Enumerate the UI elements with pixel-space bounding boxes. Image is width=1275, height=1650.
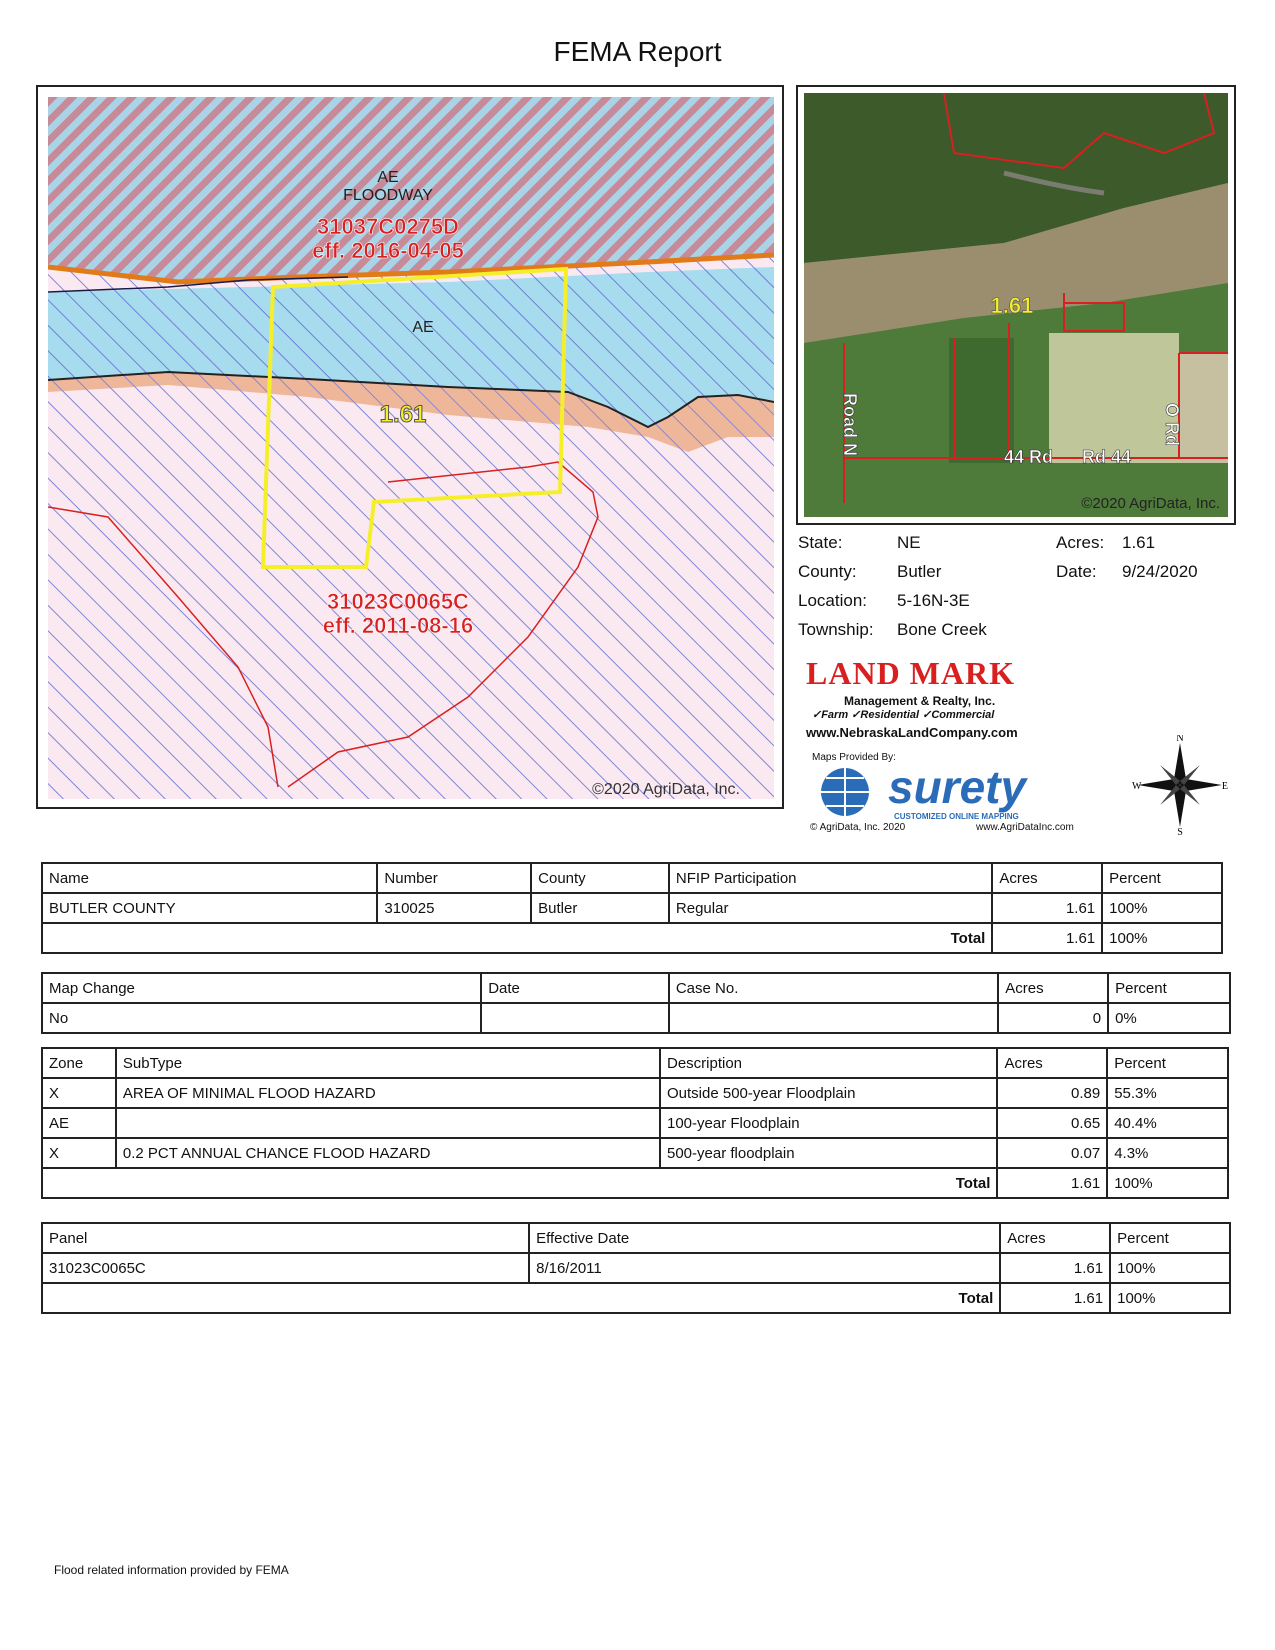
- total-percent: 100%: [1107, 1168, 1228, 1198]
- aerial-canvas: [804, 93, 1228, 517]
- state-value: NE: [897, 533, 921, 552]
- cell: AE: [42, 1108, 116, 1138]
- surety-logo: [806, 752, 1106, 832]
- label-ae-1: AE: [377, 169, 399, 186]
- col-header: County: [531, 863, 669, 893]
- total-label: Total: [42, 1168, 997, 1198]
- field-dark: [949, 338, 1014, 463]
- cell: 0: [998, 1003, 1108, 1033]
- cell: Regular: [669, 893, 992, 923]
- agridata-copy: © AgriData, Inc. 2020: [810, 822, 906, 833]
- cell: 0.2 PCT ANNUAL CHANCE FLOOD HAZARD: [116, 1138, 660, 1168]
- table-header-row: [42, 1048, 1228, 1078]
- location-value: 5-16N-3E: [897, 591, 970, 610]
- township-label: Township:: [798, 620, 874, 639]
- label-ae: AE: [412, 319, 434, 336]
- compass-icon: [1130, 735, 1230, 835]
- date-value: 9/24/2020: [1122, 562, 1198, 581]
- cell: AREA OF MINIMAL FLOOD HAZARD: [116, 1078, 660, 1108]
- total-percent: 100%: [1110, 1283, 1230, 1313]
- table-header-row: [42, 1223, 1230, 1253]
- total-percent: 100%: [1102, 923, 1222, 953]
- o-rd-label: O Rd: [1162, 403, 1182, 446]
- col-header: Name: [42, 863, 377, 893]
- surety-tag: CUSTOMIZED ONLINE MAPPING: [894, 812, 1019, 821]
- compass-e: E: [1221, 781, 1228, 792]
- compass-n: N: [1176, 735, 1184, 744]
- table-row: [42, 1253, 1230, 1283]
- table-row: [42, 893, 1222, 923]
- map-change-table: [41, 972, 1231, 1034]
- total-row: [42, 1168, 1228, 1198]
- cell: 100-year Floodplain: [660, 1108, 997, 1138]
- col-header: Description: [660, 1048, 997, 1078]
- total-label: Total: [42, 923, 992, 953]
- community-table: [41, 862, 1223, 954]
- page-title: FEMA Report: [553, 36, 722, 67]
- total-label: Total: [42, 1283, 1000, 1313]
- col-header: Effective Date: [529, 1223, 1000, 1253]
- cell: 100%: [1102, 893, 1222, 923]
- table-row: [42, 1138, 1228, 1168]
- cell: 55.3%: [1107, 1078, 1228, 1108]
- cell: 0%: [1108, 1003, 1230, 1033]
- cell: [481, 1003, 669, 1033]
- state-label: State:: [798, 533, 843, 552]
- col-header: Acres: [1000, 1223, 1110, 1253]
- acres-label: 1.61: [379, 401, 427, 428]
- total-acres: 1.61: [992, 923, 1102, 953]
- table-header-row: [42, 973, 1230, 1003]
- col-header: Case No.: [669, 973, 998, 1003]
- col-header: Panel: [42, 1223, 529, 1253]
- township-value: Bone Creek: [897, 620, 987, 639]
- panel-north-eff: eff. 2016-04-05: [312, 238, 464, 263]
- total-row: [42, 923, 1222, 953]
- table-header-row: [42, 863, 1222, 893]
- cell: [116, 1108, 660, 1138]
- cell: 31023C0065C: [42, 1253, 529, 1283]
- col-header: Percent: [1107, 1048, 1228, 1078]
- cell: Outside 500-year Floodplain: [660, 1078, 997, 1108]
- surety-name: surety: [888, 761, 1027, 813]
- table-row: [42, 1078, 1228, 1108]
- panel-north-id: 31037C0275D: [317, 214, 459, 239]
- col-header: Number: [377, 863, 531, 893]
- cell: [669, 1003, 998, 1033]
- cell: 0.89: [997, 1078, 1107, 1108]
- footer-note: Flood related information provided by FEMA: [54, 1563, 289, 1577]
- table-row: [42, 1003, 1230, 1033]
- field-east: [1179, 353, 1228, 463]
- landmark-services: ✓Farm ✓Residential ✓Commercial: [812, 709, 995, 721]
- flood-map-canvas: [48, 97, 774, 799]
- date-label: Date:: [1056, 562, 1097, 581]
- col-header: SubType: [116, 1048, 660, 1078]
- col-header: Percent: [1102, 863, 1222, 893]
- aerial-copyright: ©2020 AgriData, Inc.: [1081, 495, 1220, 512]
- col-header: NFIP Participation: [669, 863, 992, 893]
- panel-south-eff: eff. 2011-08-16: [322, 613, 474, 638]
- col-header: Acres: [998, 973, 1108, 1003]
- acres-info-value: 1.61: [1122, 533, 1156, 552]
- col-header: Acres: [997, 1048, 1107, 1078]
- agridata-url: www.AgriDataInc.com: [976, 822, 1074, 833]
- col-header: Percent: [1108, 973, 1230, 1003]
- cell: 0.65: [997, 1108, 1107, 1138]
- total-acres: 1.61: [997, 1168, 1107, 1198]
- maps-provided: Maps Provided By:: [812, 752, 896, 763]
- county-value: Butler: [897, 562, 942, 581]
- cell: 0.07: [997, 1138, 1107, 1168]
- globe-icon: [810, 766, 880, 818]
- panel-table: [41, 1222, 1231, 1314]
- field-pale: [1049, 333, 1179, 463]
- cell: BUTLER COUNTY: [42, 893, 377, 923]
- label-floodway: FLOODWAY: [343, 187, 433, 204]
- cell: Butler: [531, 893, 669, 923]
- cell: 100%: [1110, 1253, 1230, 1283]
- cell: 500-year floodplain: [660, 1138, 997, 1168]
- landmark-url: www.NebraskaLandCompany.com: [806, 725, 1018, 740]
- aerial-map[interactable]: [796, 85, 1236, 525]
- cell: No: [42, 1003, 481, 1033]
- compass-w: W: [1132, 781, 1142, 792]
- landmark-sub: Management & Realty, Inc.: [844, 694, 996, 708]
- landmark-logo: [806, 655, 1106, 765]
- cell: X: [42, 1078, 116, 1108]
- road-n-label: Road N: [840, 393, 860, 456]
- col-header: Percent: [1110, 1223, 1230, 1253]
- county-label: County:: [798, 562, 857, 581]
- cell: 1.61: [1000, 1253, 1110, 1283]
- cell: 310025: [377, 893, 531, 923]
- landmark-name: LAND MARK: [806, 655, 1015, 691]
- col-header: Zone: [42, 1048, 116, 1078]
- panel-south-id: 31023C0065C: [327, 589, 469, 614]
- table-row: [42, 1108, 1228, 1138]
- total-row: [42, 1283, 1230, 1313]
- acres-info-label: Acres:: [1056, 533, 1105, 552]
- cell: 8/16/2011: [529, 1253, 1000, 1283]
- rd44-a-label: 44 Rd: [1004, 447, 1054, 467]
- rd44-b-label: Rd 44: [1082, 447, 1132, 467]
- col-header: Acres: [992, 863, 1102, 893]
- zone-table: [41, 1047, 1229, 1199]
- location-label: Location:: [798, 591, 867, 610]
- cell: 4.3%: [1107, 1138, 1228, 1168]
- total-acres: 1.61: [1000, 1283, 1110, 1313]
- cell: X: [42, 1138, 116, 1168]
- cell: 1.61: [992, 893, 1102, 923]
- cell: 40.4%: [1107, 1108, 1228, 1138]
- col-header: Date: [481, 973, 669, 1003]
- map-copyright: ©2020 AgriData, Inc.: [592, 781, 740, 798]
- aerial-acres: 1.61: [990, 293, 1034, 318]
- col-header: Map Change: [42, 973, 481, 1003]
- compass-s: S: [1177, 827, 1183, 835]
- flood-zone-map[interactable]: [36, 85, 784, 809]
